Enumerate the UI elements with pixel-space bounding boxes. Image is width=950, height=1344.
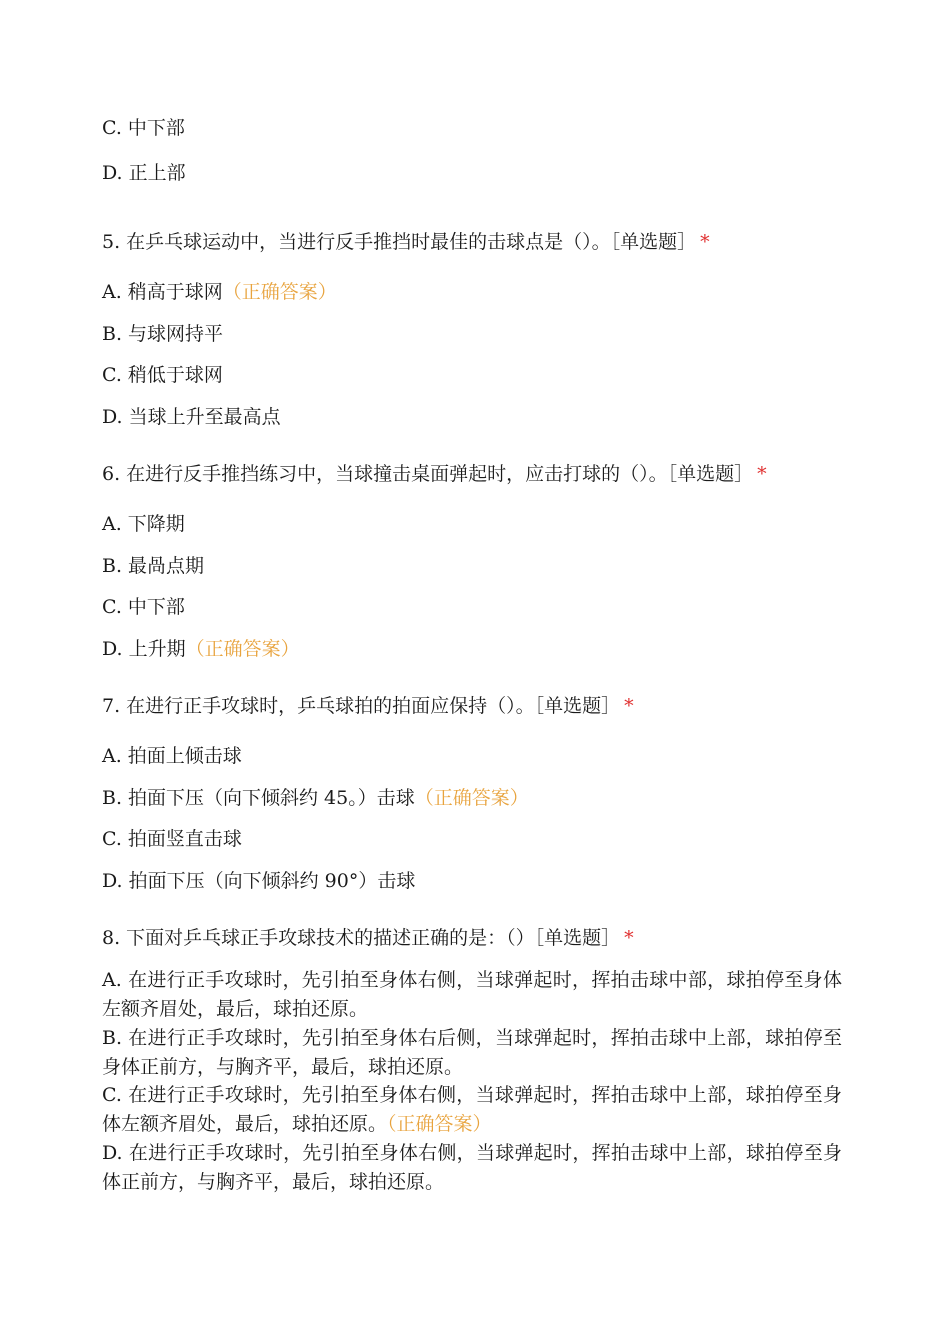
- question-7-title: 7. 在进行正手攻球时，乒乓球拍的拍面应保持（）。［单选题］ *: [102, 695, 634, 717]
- correct-answer-badge: （正确答案）: [387, 1113, 492, 1135]
- question-6-option-d: D. 上升期（正确答案）: [102, 638, 300, 660]
- question-6-option-c: C. 中下部: [102, 596, 185, 618]
- question-8-title: 8. 下面对乒乓球正手攻球技术的描述正确的是：（）［单选题］ *: [102, 927, 634, 949]
- question-8-option-a: A. 在进行正手攻球时，先引拍至身体右侧，当球弹起时，挥拍击球中部，球拍停至身体左额齐眉处，最后，球拍还原。: [102, 969, 842, 1020]
- option-carry-d: D. 正上部: [102, 162, 186, 184]
- question-7-option-d: D. 拍面下压（向下倾斜约 90°）击球: [102, 870, 416, 892]
- question-5-option-a: A. 稍高于球网（正确答案）: [102, 281, 337, 303]
- correct-answer-badge: （正确答案）: [185, 638, 300, 660]
- question-6-option-a: A. 下降期: [102, 513, 185, 535]
- required-marker: *: [700, 231, 710, 253]
- required-marker: *: [757, 463, 767, 485]
- question-8-option-c: C. 在进行正手攻球时，先引拍至身体右侧，当球弹起时，挥拍击球中上部，球拍停至身体左额齐眉处，最后，球拍还原。（正确答案）: [102, 1084, 842, 1135]
- question-5-title: 5. 在乒乓球运动中，当进行反手推挡时最佳的击球点是（）。［单选题］ *: [102, 231, 710, 253]
- question-8-option-b: B. 在进行正手攻球时，先引拍至身体右后侧，当球弹起时，挥拍击球中上部，球拍停至身体正前方，与胸齐平，最后，球拍还原。: [102, 1027, 842, 1078]
- correct-answer-badge: （正确答案）: [222, 281, 337, 303]
- question-8-option-d: D. 在进行正手攻球时，先引拍至身体右侧，当球弹起时，挥拍击球中上部，球拍停至身体正前方，与胸齐平，最后，球拍还原。: [102, 1142, 842, 1193]
- question-6-title: 6. 在进行反手推挡练习中，当球撞击桌面弹起时，应击打球的（）。［单选题］ *: [102, 463, 767, 485]
- option-carry-c: C. 中下部: [102, 117, 185, 139]
- question-7-option-a: A. 拍面上倾击球: [102, 745, 242, 767]
- question-5-option-b: B. 与球网持平: [102, 323, 224, 345]
- question-5-option-c: C. 稍低于球网: [102, 364, 223, 386]
- question-7-option-b: B. 拍面下压（向下倾斜约 45。）击球（正确答案）: [102, 787, 529, 809]
- required-marker: *: [624, 927, 634, 949]
- question-6-option-b: B. 最咼点期: [102, 555, 205, 577]
- required-marker: *: [624, 695, 634, 717]
- correct-answer-badge: （正确答案）: [414, 787, 529, 809]
- question-7-option-c: C. 拍面竖直击球: [102, 828, 242, 850]
- question-5-option-d: D. 当球上升至最高点: [102, 406, 281, 428]
